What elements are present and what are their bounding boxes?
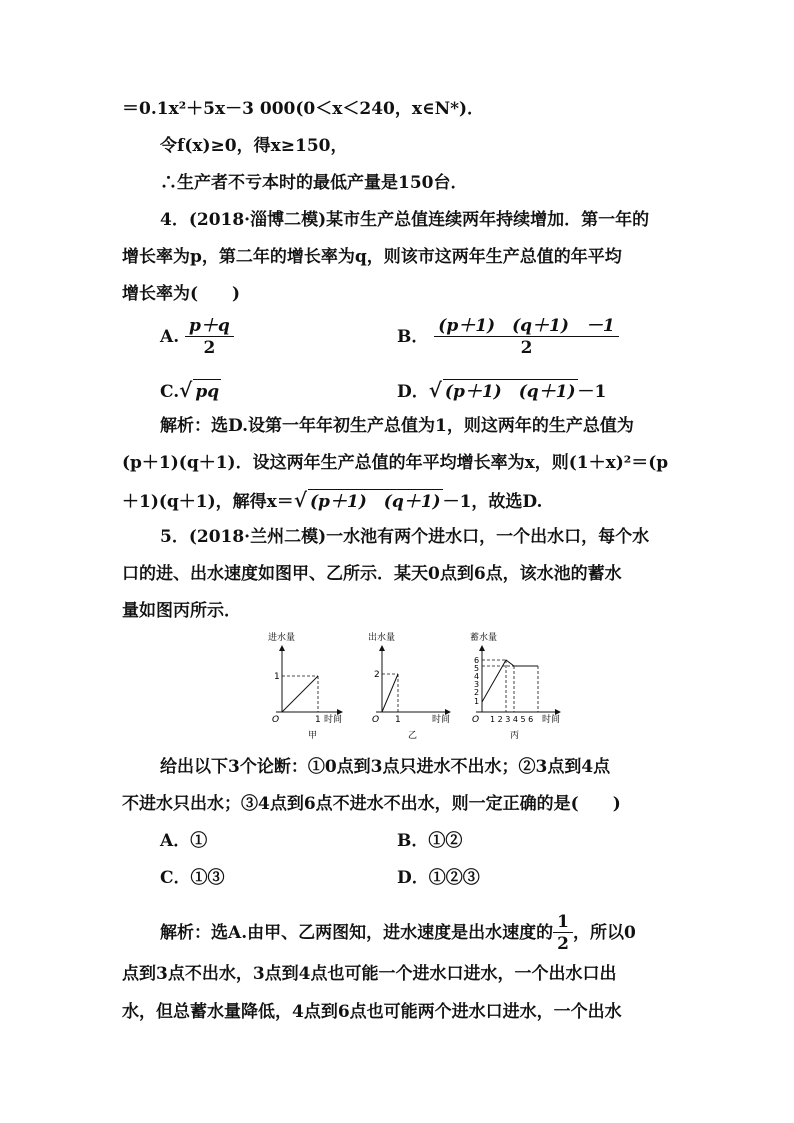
q5-option-c: C．①③	[160, 868, 225, 888]
graph-jia-xlabel: 时间	[324, 715, 343, 725]
graph-bing	[470, 631, 560, 741]
q4-option-c: C.√ pq	[160, 378, 220, 402]
s4-line-3: ＋1)(q＋1)，解得x＝√ (p＋1) (q＋1) －1，故选D.	[122, 488, 543, 512]
q5-line-5: 不进水只出水；③4点到6点不进水不出水，则一定正确的是( )	[122, 794, 621, 814]
s5-line-2: 点到3点不出水，3点到4点也可能一个进水口进水，一个出水口出	[122, 964, 617, 984]
graph-yi-xlabel: 时间	[432, 715, 451, 725]
graph-bing-tick-y4: 4	[474, 672, 480, 681]
q5-option-d: D．①②③	[397, 868, 480, 888]
s4-line-1: 解析：选D.设第一年年初生产总值为1，则这两年的生产总值为	[160, 416, 634, 436]
q4-line-2: 增长率为p，第二年的增长率为q，则该市这两年生产总值的年平均	[122, 247, 622, 267]
graph-yi-ylabel: 出水量	[368, 633, 396, 643]
graph-jia-caption: 甲	[308, 731, 318, 741]
graph-yi-tick-x: 1	[395, 715, 401, 725]
sqrt-icon: √	[428, 378, 442, 402]
s5-line-1: 解析：选A.由甲、乙两图知，进水速度是出水速度的 $\frac{1}{2}$ ，所以0	[160, 912, 636, 954]
graph-jia-ylabel: 进水量	[268, 633, 296, 643]
figure-graphs	[260, 628, 570, 743]
graph-bing-tick-y3: 3	[474, 680, 480, 689]
sqrt-icon: √	[293, 488, 307, 512]
graph-jia-tick-y: 1	[274, 672, 280, 682]
fraction-b: $\frac{(p+1) (q+1) -1}{2}$	[434, 316, 618, 359]
q4-line-1: 4．(2018·淄博二模)某市生产总值连续两年持续增加．第一年的	[160, 210, 650, 230]
graph-jia-tick-x: 1	[315, 715, 321, 725]
graph-jia-origin: O	[272, 715, 280, 725]
q4-option-d: D．√ (p＋1) (q＋1) －1	[397, 378, 607, 402]
sqrt-icon: √	[179, 378, 193, 402]
graph-bing-tick-y5: 5	[474, 664, 480, 673]
line-3: ∴生产者不亏本时的最低产量是150台．	[160, 173, 468, 193]
q4-line-3: 增长率为( )	[122, 284, 241, 304]
q5-line-3: 量如图丙所示．	[122, 601, 241, 621]
graph-jia	[268, 631, 342, 741]
graph-yi-caption: 乙	[408, 731, 418, 741]
graph-yi-tick-y: 2	[374, 670, 380, 680]
graph-bing-origin: O	[472, 715, 480, 725]
s4-line-2: (p＋1)(q＋1)．设这两年生产总值的年平均增长率为x，则(1＋x)²＝(p	[122, 453, 669, 473]
fraction-a: $\frac{p+q}{2}$	[185, 316, 234, 359]
q5-option-b: B．①②	[397, 831, 463, 851]
line-1: ＝0.1x²＋5x－3 000(0＜x＜240，x∈N*)．	[122, 99, 485, 119]
q5-line-4: 给出以下3个论断：①0点到3点只进水不出水；②3点到4点	[160, 757, 611, 777]
q4-option-a: A. $\frac{p+q}{2}$	[160, 316, 234, 359]
graph-bing-xlabel: 时间	[542, 715, 561, 725]
graph-yi	[368, 631, 450, 741]
graph-bing-caption: 丙	[510, 731, 520, 741]
q5-line-2: 口的进、出水速度如图甲、乙所示．某天0点到6点，该水池的蓄水	[122, 564, 622, 584]
graph-bing-tick-y1: 1	[474, 697, 480, 706]
q5-option-a: A．①	[160, 831, 208, 851]
graph-yi-origin: O	[372, 715, 380, 725]
q4-option-b: B． $\frac{(p+1) (q+1) -1}{2}$	[397, 316, 619, 359]
s5-line-3: 水，但总蓄水量降低，4点到6点也可能两个进水口进水，一个出水	[122, 1002, 622, 1022]
graph-bing-ticks-x: 1 2 3 4 5 6	[490, 715, 534, 724]
graph-bing-tick-y2: 2	[474, 688, 480, 697]
q5-line-1: 5．(2018·兰州二模)一水池有两个进水口，一个出水口，每个水	[160, 527, 650, 547]
graph-bing-ylabel: 蓄水量	[470, 633, 498, 643]
graph-bing-tick-y6: 6	[474, 656, 480, 665]
line-2: 令f(x)≥0，得x≥150，	[160, 136, 348, 156]
fraction-half: $\frac{1}{2}$	[553, 912, 573, 955]
